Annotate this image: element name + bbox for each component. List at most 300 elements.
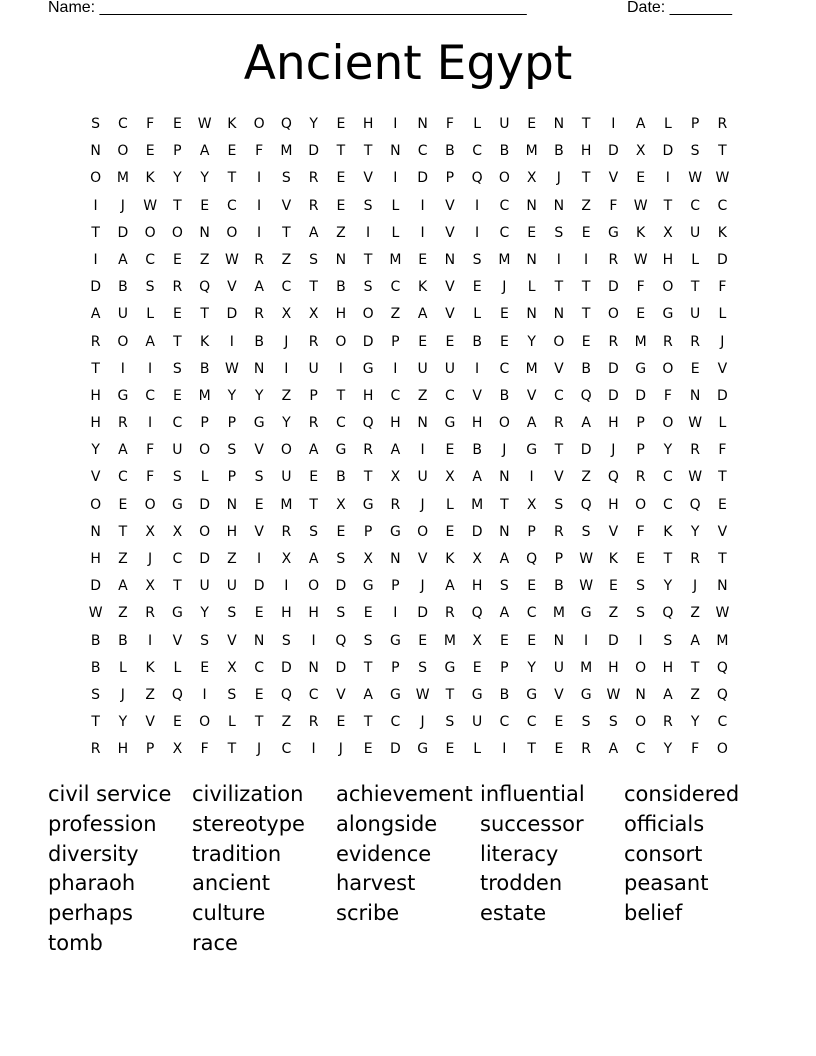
grid-letter: R [308,197,319,214]
grid-letter: T [581,306,591,323]
grid-letter: J [120,197,125,214]
grid-letter: N [199,224,210,241]
grid-letter: V [717,360,728,377]
grid-letter: S [281,170,291,187]
grid-letter: S [227,442,237,459]
grid-letter: T [91,224,100,241]
grid-letter: E [690,360,700,377]
grid-letter: T [554,279,564,296]
grid-letter: T [91,360,100,377]
grid-letter: E [172,306,182,323]
grid-letter: L [663,116,672,132]
grid-letter: G [471,686,483,703]
grid-letter: I [284,360,289,377]
grid-letter: I [638,632,643,649]
grid-letter: N [335,251,347,268]
grid-letter: C [499,360,510,377]
grid-letter: A [472,469,482,486]
grid-letter: Y [91,442,100,459]
grid-letter: I [393,360,398,377]
grid-letter: Z [199,251,210,268]
grid-letter: S [91,116,101,132]
grid-letter: W [633,251,648,268]
grid-letter: W [197,116,212,132]
grid-letter: T [718,469,727,486]
grid-letter: S [309,523,319,540]
grid-row [82,739,736,766]
grid-letter: I [393,170,398,187]
grid-letter: R [172,279,183,296]
grid-letter: Y [690,523,700,540]
grid-letter: U [117,306,128,323]
grid-letter: I [420,197,425,214]
grid-letter: E [499,333,509,350]
grid-letter: E [527,116,537,132]
grid-letter: M [198,387,211,404]
grid-letter: A [118,578,128,595]
grid-letter: S [445,714,455,731]
grid-letter: R [90,741,101,758]
grid-letter: E [472,659,482,676]
word-list-item: considered [624,782,740,806]
grid-letter: Q [607,469,619,486]
grid-letter: C [526,605,537,622]
grid-letter: O [199,714,211,731]
grid-letter: M [580,659,593,676]
grid-letter: V [145,714,155,731]
grid-letter: U [199,578,210,595]
grid-letter: E [636,170,646,187]
grid-letter: E [499,632,509,649]
grid-letter: Z [281,387,292,404]
grid-letter: N [499,469,510,486]
grid-letter: E [172,714,182,731]
grid-letter: L [473,116,482,132]
grid-letter: I [502,741,507,758]
grid-letter: E [172,387,182,404]
grid-letter: I [202,686,207,703]
grid-letter: O [199,523,211,540]
grid-letter: E [445,523,455,540]
grid-letter: C [499,197,510,214]
word-list-item: tradition [192,841,282,866]
grid-letter: Q [716,659,728,676]
grid-letter: D [417,605,429,622]
word-list-item: harvest [336,871,416,896]
grid-letter: P [363,523,373,540]
grid-letter: N [253,360,265,377]
grid-row [82,603,736,630]
grid-letter: V [608,523,619,540]
grid-letter: S [200,632,210,649]
grid-letter: D [607,387,619,404]
grid-letter: A [499,551,510,567]
grid-letter: H [281,605,292,622]
grid-letter: G [635,360,647,377]
grid-letter: R [363,442,373,459]
grid-letter: X [336,496,346,513]
grid-letter: E [636,551,646,567]
grid-letter: T [663,551,673,567]
grid-letter: Y [282,415,291,432]
grid-letter: I [420,442,425,459]
grid-letter: J [556,170,561,187]
grid-letter: F [146,469,155,486]
grid-letter: G [389,686,401,703]
grid-letter: R [445,605,455,622]
grid-letter: H [117,741,129,758]
grid-letter: G [444,415,456,432]
grid-letter: D [199,496,211,513]
grid-letter: I [611,116,616,132]
grid-letter: X [281,551,292,567]
grid-letter: S [336,551,346,567]
grid-letter: D [607,360,619,377]
grid-letter: S [554,496,564,513]
grid-letter: H [308,605,319,622]
grid-letter: U [690,306,701,323]
grid-letter: K [200,333,210,350]
grid-letter: E [527,632,537,649]
grid-letter: P [636,442,645,459]
grid-letter: C [145,387,156,404]
word-list [48,781,768,960]
word-list-item: culture [192,901,266,926]
grid-letter: C [717,714,728,731]
grid-letter: Y [173,170,182,187]
grid-letter: I [120,360,125,377]
grid-letter: V [417,551,428,567]
grid-letter: V [472,387,482,404]
grid-letter: O [498,415,510,432]
grid-letter: V [336,686,346,703]
grid-letter: L [527,279,536,296]
grid-letter: B [581,360,591,377]
grid-letter: N [390,143,401,160]
grid-letter: B [118,632,128,649]
grid-letter: S [581,523,591,540]
grid-letter: D [280,659,292,676]
grid-letter: A [690,632,700,649]
grid-letter: R [118,415,128,432]
grid-letter: C [308,686,319,703]
grid-letter: A [635,116,646,132]
grid-letter: D [199,551,211,567]
grid-letter: N [444,251,456,268]
grid-letter: E [254,686,264,703]
grid-letter: Q [689,496,701,513]
grid-letter: Q [526,551,538,567]
grid-letter: E [445,333,455,350]
grid-letter: B [472,333,482,350]
grid-letter: A [118,442,128,459]
grid-letter: Z [118,605,128,622]
grid-letter: W [606,686,621,703]
grid-letter: W [143,197,158,214]
grid-letter: S [499,578,509,595]
grid-letter: U [553,659,564,676]
grid-row [82,386,736,413]
grid-letter: A [499,605,510,622]
grid-letter: I [93,251,98,268]
grid-letter: W [224,360,239,377]
grid-letter: J [120,686,125,703]
grid-letter: T [718,143,727,160]
grid-row [82,332,736,359]
grid-letter: E [336,197,346,214]
grid-letter: B [90,632,101,649]
grid-letter: T [718,551,727,567]
grid-letter: V [445,224,455,241]
grid-letter: I [257,197,262,214]
grid-letter: C [635,741,646,758]
grid-letter: L [118,659,127,676]
grid-letter: V [554,469,564,486]
grid-letter: Z [581,469,591,486]
grid-letter: A [199,143,210,160]
grid-letter: N [689,387,701,404]
grid-letter: Z [390,306,401,323]
grid-letter: V [554,360,564,377]
grid-letter: I [529,469,534,486]
grid-row [82,413,736,440]
grid-letter: N [417,116,428,132]
grid-letter: K [608,551,618,567]
grid-letter: E [336,170,346,187]
grid-letter: A [581,415,591,432]
word-list-item: belief [624,901,683,926]
grid-letter: I [475,224,480,241]
grid-letter: T [445,686,455,703]
grid-letter: Q [471,170,483,187]
grid-letter: I [148,360,153,377]
word-list-item: diversity [48,841,139,866]
grid-letter: G [607,224,619,241]
grid-row [82,304,736,331]
grid-letter: Y [527,659,536,676]
grid-letter: L [718,306,727,323]
grid-letter: T [309,279,318,296]
grid-letter: A [445,578,455,595]
grid-letter: F [636,523,645,540]
grid-letter: N [390,551,401,567]
grid-letter: N [717,578,728,595]
grid-letter: U [690,224,701,241]
grid-letter: A [417,306,428,323]
grid-letter: T [173,333,182,350]
grid-letter: C [444,387,455,404]
grid-letter: T [581,279,591,296]
grid-letter: G [117,387,129,404]
grid-letter: K [418,279,428,296]
grid-letter: V [227,279,237,296]
grid-letter: N [553,197,565,214]
word-list-item: tomb [48,930,103,955]
grid-letter: S [254,469,264,486]
grid-letter: E [227,143,237,160]
grid-letter: R [690,333,700,350]
grid-letter: G [417,741,429,758]
grid-letter: L [473,306,482,323]
grid-letter: P [227,469,237,486]
grid-letter: Q [171,686,183,703]
grid-letter: J [148,551,153,567]
grid-letter: I [338,360,343,377]
grid-letter: S [472,251,482,268]
grid-letter: W [688,469,703,486]
word-list-item: civilization [192,782,304,806]
grid-letter: B [445,143,455,160]
grid-letter: C [390,279,401,296]
grid-letter: O [362,306,374,323]
grid-letter: W [224,251,239,268]
grid-letter: B [499,686,510,703]
grid-letter: W [715,170,730,187]
page-title: Ancient Egypt [243,36,573,91]
grid-letter: O [662,279,674,296]
grid-letter: V [608,170,619,187]
grid-letter: O [90,170,102,187]
grid-letter: G [362,360,374,377]
grid-letter: H [90,551,101,567]
grid-letter: Q [199,279,211,296]
word-list-item: consort [624,841,703,866]
grid-letter: Q [580,387,592,404]
grid-letter: P [173,143,182,160]
grid-letter: G [389,632,401,649]
grid-letter: H [608,659,619,676]
grid-letter: T [363,143,373,160]
grid-row [82,576,736,603]
grid-letter: O [662,360,674,377]
grid-letter: F [691,741,700,758]
grid-letter: D [607,279,619,296]
grid-letter: C [499,224,510,241]
grid-row [82,114,736,141]
grid-letter: E [172,251,182,268]
grid-letter: Y [200,170,209,187]
grid-letter: S [172,360,182,377]
grid-letter: F [718,442,727,459]
grid-letter: S [363,197,373,214]
grid-letter: I [229,333,234,350]
grid-letter: Z [281,714,292,731]
grid-letter: I [148,415,153,432]
grid-letter: R [581,741,591,758]
grid-letter: T [363,659,373,676]
grid-letter: F [445,116,454,132]
grid-letter: D [716,251,728,268]
word-list-item: ancient [192,871,271,896]
grid-letter: S [172,469,182,486]
grid-letter: W [579,551,594,567]
grid-letter: I [284,578,289,595]
grid-letter: F [609,197,618,214]
grid-letter: Q [280,116,292,132]
grid-letter: E [118,496,128,513]
grid-letter: W [415,686,430,703]
grid-letter: C [553,387,564,404]
grid-letter: U [308,360,319,377]
grid-letter: T [581,170,591,187]
grid-letter: G [253,415,265,432]
grid-letter: X [308,306,319,323]
grid-letter: E [499,306,509,323]
grid-letter: L [445,496,454,513]
grid-letter: S [636,605,646,622]
grid-letter: A [90,306,101,323]
grid-letter: T [282,224,291,241]
grid-letter: V [363,170,373,187]
grid-letter: B [90,659,101,676]
grid-letter: T [336,387,346,404]
grid-letter: R [308,415,319,432]
grid-letter: L [391,224,400,241]
grid-letter: R [254,251,264,268]
grid-letter: M [280,496,293,513]
grid-letter: V [445,306,455,323]
grid-letter: A [526,415,537,432]
grid-letter: M [525,143,538,160]
grid-letter: R [390,496,401,513]
grid-letter: T [173,578,182,595]
grid-row [82,168,736,195]
grid-letter: U [417,360,428,377]
grid-letter: I [93,197,98,214]
grid-letter: E [636,306,646,323]
grid-letter: F [146,442,155,459]
grid-letter: V [717,523,728,540]
grid-letter: E [200,197,210,214]
grid-letter: A [390,442,401,459]
grid-letter: B [336,279,346,296]
grid-letter: G [389,523,401,540]
grid-letter: K [445,551,455,567]
grid-letter: L [391,197,400,214]
grid-letter: G [362,578,374,595]
grid-letter: B [118,279,128,296]
grid-letter: D [335,578,347,595]
grid-letter: S [91,686,101,703]
grid-letter: L [473,741,482,758]
grid-letter: L [718,415,727,432]
grid-letter: B [499,387,510,404]
grid-letter: W [579,578,594,595]
grid-letter: K [227,116,237,132]
grid-letter: K [145,170,155,187]
grid-letter: S [418,659,428,676]
grid-letter: A [308,551,319,567]
grid-letter: R [281,523,292,540]
grid-letter: C [281,279,292,296]
grid-letter: V [254,442,264,459]
grid-letter: V [254,523,264,540]
word-list-item: successor [480,811,584,836]
grid-letter: Y [227,387,237,404]
grid-letter: I [556,251,561,268]
grid-letter: T [91,714,100,731]
grid-letter: I [393,116,398,132]
grid-letter: O [662,415,674,432]
grid-letter: O [498,170,510,187]
word-list-item: literacy [480,841,559,866]
grid-letter: B [199,360,210,377]
grid-letter: Z [336,224,346,241]
grid-letter: O [716,741,728,758]
grid-letter: C [117,469,128,486]
grid-letter: R [663,333,673,350]
grid-letter: I [665,170,670,187]
